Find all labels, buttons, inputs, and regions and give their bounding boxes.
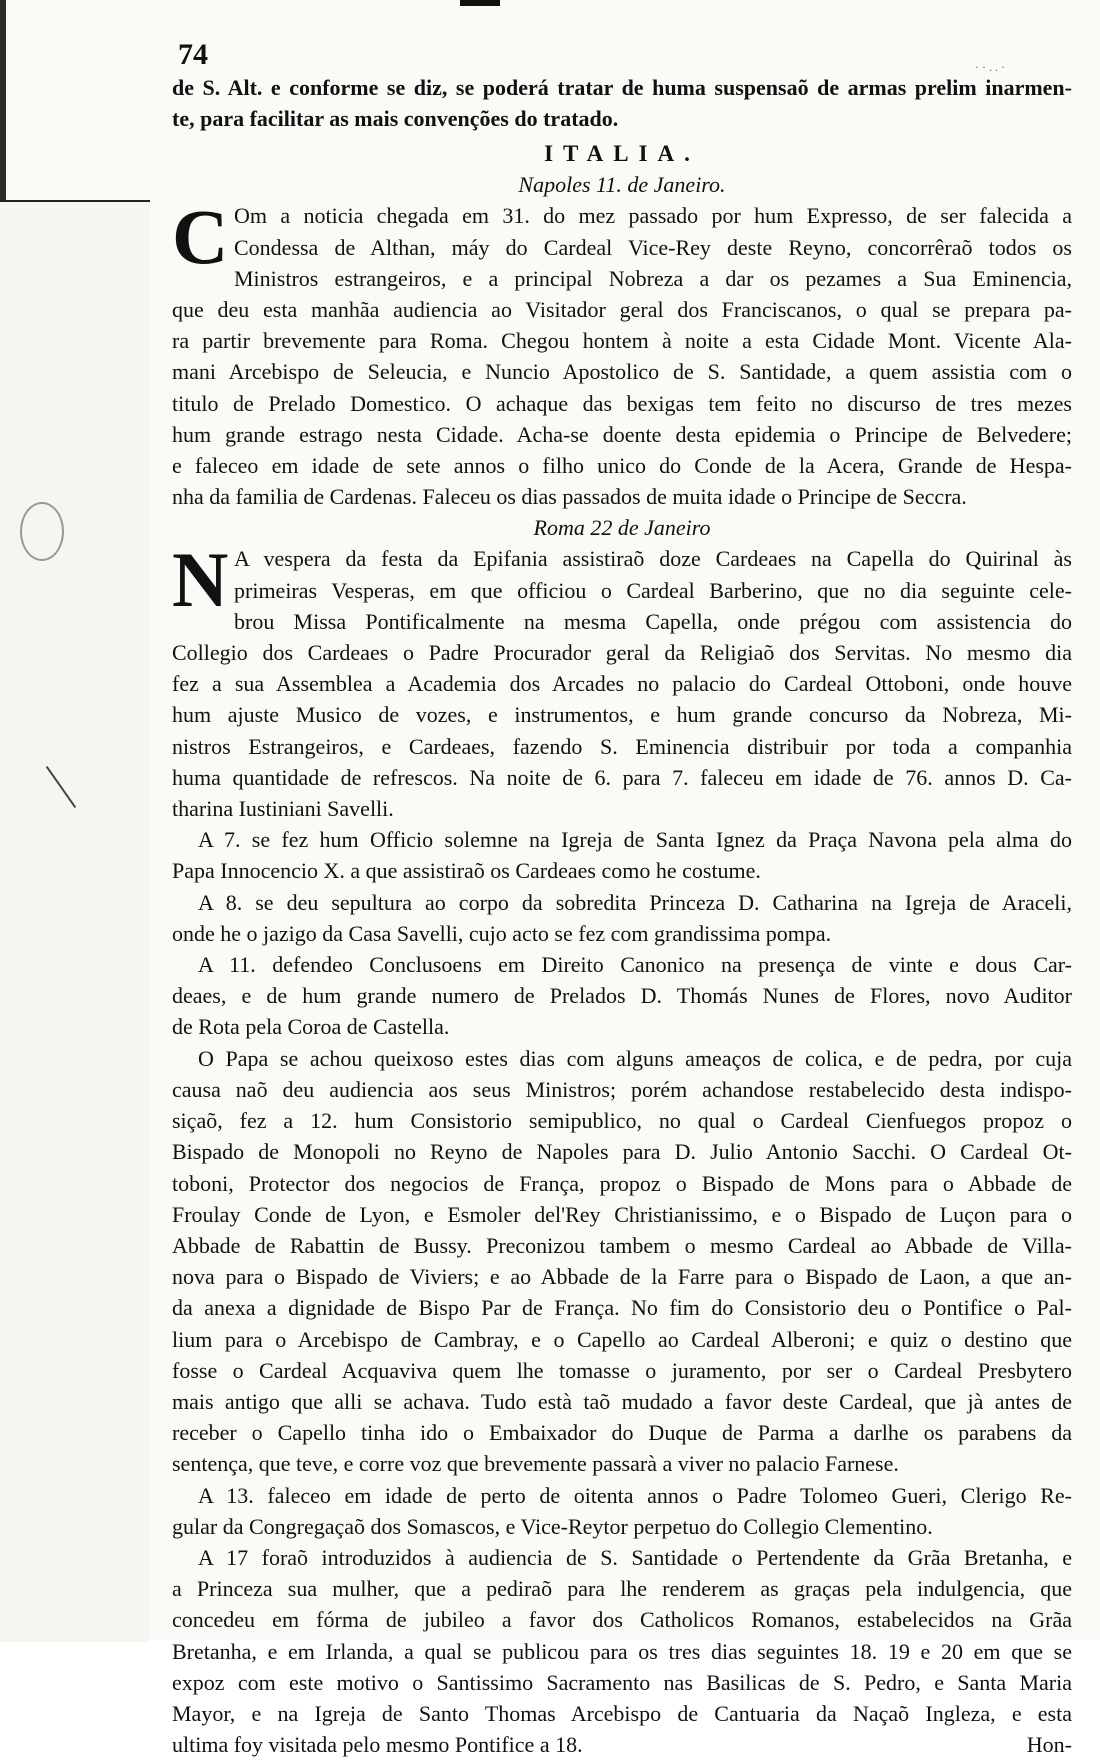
roma-paragraph-cont <box>172 637 1072 824</box>
text-line: mani Arcebispo de Seleucia, e Nuncio Apostolico de S. Santidade, a quem assistia com o <box>172 359 1072 385</box>
text-line: A 8. se deu sepultura ao corpo da sobredita Princeza D. Catharina na Igreja de Araceli, <box>198 889 1072 915</box>
text-line: Condessa de Althan, máy do Cardeal Vice-Rey deste Reyno, concorrêraõ todos os <box>234 234 1072 260</box>
text-line: siçaõ, fez a 12. hum Consistorio semipublico, no qual o Cardeal Cienfuegos propoz o <box>172 1108 1072 1134</box>
text-line: toboni, Protector dos negocios de França, propoz o Bispado de Mons para o Abbade de <box>172 1170 1072 1196</box>
text-line: receber o Capello tinha ido o Embaixador do Duque de Parma a darlhe os parabens da <box>172 1420 1072 1446</box>
catchword: Hon- <box>1026 1732 1072 1758</box>
paragraph-11-janeiro <box>172 949 1072 1043</box>
paragraph-17-janeiro <box>172 1542 1072 1760</box>
text-line: O Papa se achou queixoso estes dias com alguns ameaços de colica, e de pedra, por cuja <box>198 1045 1072 1071</box>
text-line: hum grande estrago nesta Cidade. Acha-se doente desta epidemia o Principe de Belvedere; <box>172 421 1072 447</box>
text-line: nova para o Bispado de Viviers; e ao Abbade de la Farre para o Bispado de Laon, a que an- <box>172 1264 1072 1290</box>
text-line: mais antigo que alli se achava. Tudo està taõ mudado a favor deste Cardeal, que jà antes de <box>172 1388 1072 1414</box>
text-line: fez a sua Assemblea a Academia dos Arcades no palacio do Cardeal Ottoboni, onde houve <box>172 671 1072 697</box>
text-line: A 17 foraõ introduzidos à audiencia de S. Santidade o Pertendente da Grãa Bretanha, e <box>198 1544 1072 1570</box>
article-body <box>172 72 1072 1760</box>
text-line: nistros Estrangeiros, e Cardeaes, fazendo S. Eminencia distribuir por toda a companhia <box>172 733 1072 759</box>
text-line: Papa Innocencio X. a que assistiraõ os Cardeaes como he costume. <box>172 858 761 884</box>
opening-lines <box>172 72 1072 134</box>
page-number: 74 <box>178 38 208 71</box>
top-print-mark <box>460 0 500 6</box>
text-line: lium para o Arcebispo de Cambray, e o Capello ao Cardeal Alberoni; e quiz o destino que <box>172 1326 1072 1352</box>
text-line: te, para facilitar as mais convenções do tratado. <box>172 106 619 132</box>
text-line: huma quantidade de refrescos. Na noite de 6. para 7. faleceu em idade de 76. annos D. Ca- <box>172 764 1072 790</box>
text-line: Froulay Conde de Lyon, e Esmoler del'Rey Christianissimo, e o Bispado de Luçon para o <box>172 1201 1072 1227</box>
text-line: Collegio dos Cardeaes o Padre Procurador geral da Religiaõ dos Servitas. No mesmo dia <box>172 640 1072 666</box>
text-line: A vespera da festa da Epifania assistiraõ doze Cardeaes na Capella do Quirinal às <box>234 546 1072 572</box>
adjacent-page-strip <box>0 200 150 1642</box>
text-line: brou Missa Pontificalmente na mesma Capella, onde prégou com assistencia do <box>234 608 1072 634</box>
text-line: deaes, e de hum grande numero de Prelados D. Thomás Nunes de Flores, novo Auditor <box>172 983 1072 1009</box>
text-line: de Rota pela Coroa de Castella. <box>172 1014 450 1040</box>
text-line: Mayor, e na Igreja de Santo Thomas Arcebispo de Cantuaria da Naçaõ Ingleza, e esta <box>172 1700 1072 1726</box>
napoles-paragraph-cont <box>172 294 1072 512</box>
paragraph-7-janeiro <box>172 824 1072 886</box>
text-line: nha da familia de Cardenas. Faleceu os dias passados de muita idade o Principe de Seccra. <box>172 484 967 510</box>
paragraph-8-janeiro <box>172 887 1072 949</box>
text-line: causa naõ deu audiencia aos seus Ministros; porém achandose restabelecido desta indispo- <box>172 1076 1072 1102</box>
text-line: gular da Congregaçaõ dos Somascos, e Vice-Reytor perpetuo do Collegio Clementino. <box>172 1513 933 1539</box>
paragraph-consistorio <box>172 1043 1072 1480</box>
text-line: Abbade de Rabattin de Bussy. Preconizou tambem o mesmo Cardeal ao Abbade de Villa- <box>172 1232 1072 1258</box>
text-line: A 11. defendeo Conclusoens em Direito Canonico na presença de vinte e dous Car- <box>198 952 1072 978</box>
stain-mark <box>20 502 64 561</box>
text-line: onde he o jazigo da Casa Savelli, cujo acto se fez com grandissima pompa. <box>172 920 832 946</box>
napoles-paragraph <box>172 193 1072 294</box>
section-heading: ITALIA. <box>544 141 700 167</box>
text-line: sentença, que teve, e corre voz que brevemente passarà a viver no palacio Farnese. <box>172 1451 899 1477</box>
roma-dateline: Roma 22 de Janeiro <box>533 515 711 541</box>
text-line: da anexa a dignidade de Bispo Par de França. No fim do Consistorio deu o Pontifice o Pal- <box>172 1295 1072 1321</box>
drop-cap: N <box>172 536 229 624</box>
napoles-dateline: Napoles 11. de Janeiro. <box>518 172 726 198</box>
text-line: concedeu em fórma de jubileo a favor dos Catholicos Romanos, estabelecidos na Grãa <box>172 1607 1072 1633</box>
text-line: primeiras Vesperas, em que officiou o Cardeal Barberino, que no dia seguinte cele- <box>234 577 1072 603</box>
last-line-row <box>172 1729 1072 1760</box>
text-line: tharina Iustiniani Savelli. <box>172 796 394 822</box>
text-line: ra partir brevemente para Roma. Chegou hontem à noite a esta Cidade Mont. Vicente Ala- <box>172 328 1072 354</box>
text-line: A 7. se fez hum Officio solemne na Igreja de Santa Ignez da Praça Navona pela alma do <box>198 827 1072 853</box>
text-line: titulo de Prelado Domestico. O achaque das bexigas tem feito no discurso de tres mezes <box>172 390 1072 416</box>
paragraph-13-janeiro <box>172 1480 1072 1542</box>
text-line: hum ajuste Musico de vozes, e instrumentos, e hum grande concurso da Nobreza, Mi- <box>172 702 1072 728</box>
text-line: de S. Alt. e conforme se diz, se poderá tratar de huma suspensaõ de armas prelim inarmen- <box>172 75 1072 100</box>
text-line: fosse o Cardeal Acquaviva quem lhe tomasse o juramento, por ser o Cardeal Presbytero <box>172 1357 1072 1383</box>
text-line: a Princeza sua mulher, que a pediraõ para lhe renderem as graças pela indulgencia, que <box>172 1576 1072 1602</box>
text-line: Om a noticia chegada em 31. do mez passado por hum Expresso, de ser falecida a <box>234 203 1072 229</box>
text-line: ultima foy visitada pelo mesmo Pontifice a 18. <box>172 1732 583 1758</box>
roma-paragraph <box>172 536 1072 637</box>
drop-cap: C <box>172 193 229 281</box>
text-line: expoz com este motivo o Santissimo Sacramento nas Basilicas de S. Pedro, e Santa Maria <box>172 1669 1072 1695</box>
text-line: A 13. faleceo em idade de perto de oitenta annos o Padre Tolomeo Gueri, Clerigo Re- <box>198 1482 1072 1508</box>
text-line: Bretanha, e em Irlanda, a qual se publicou para os tres dias seguintes 18. 19 e 20 em que se <box>172 1638 1072 1664</box>
text-line: Ministros estrangeiros, e a principal Nobreza a dar os pezames a Sua Eminencia, <box>234 265 1072 291</box>
corner-mark: · · . . · <box>975 60 1005 74</box>
pen-mark <box>46 766 76 808</box>
text-line: Bispado de Monopoli no Reyno de Napoles para D. Julio Antonio Sacchi. O Cardeal Ot- <box>172 1139 1072 1165</box>
text-line: que deu esta manhãa audiencia ao Visitador geral dos Franciscanos, o qual se prepara pa- <box>172 297 1072 323</box>
text-line: e faleceo em idade de sete annos o filho unico do Conde de la Acera, Grande de Hespa- <box>172 453 1072 479</box>
